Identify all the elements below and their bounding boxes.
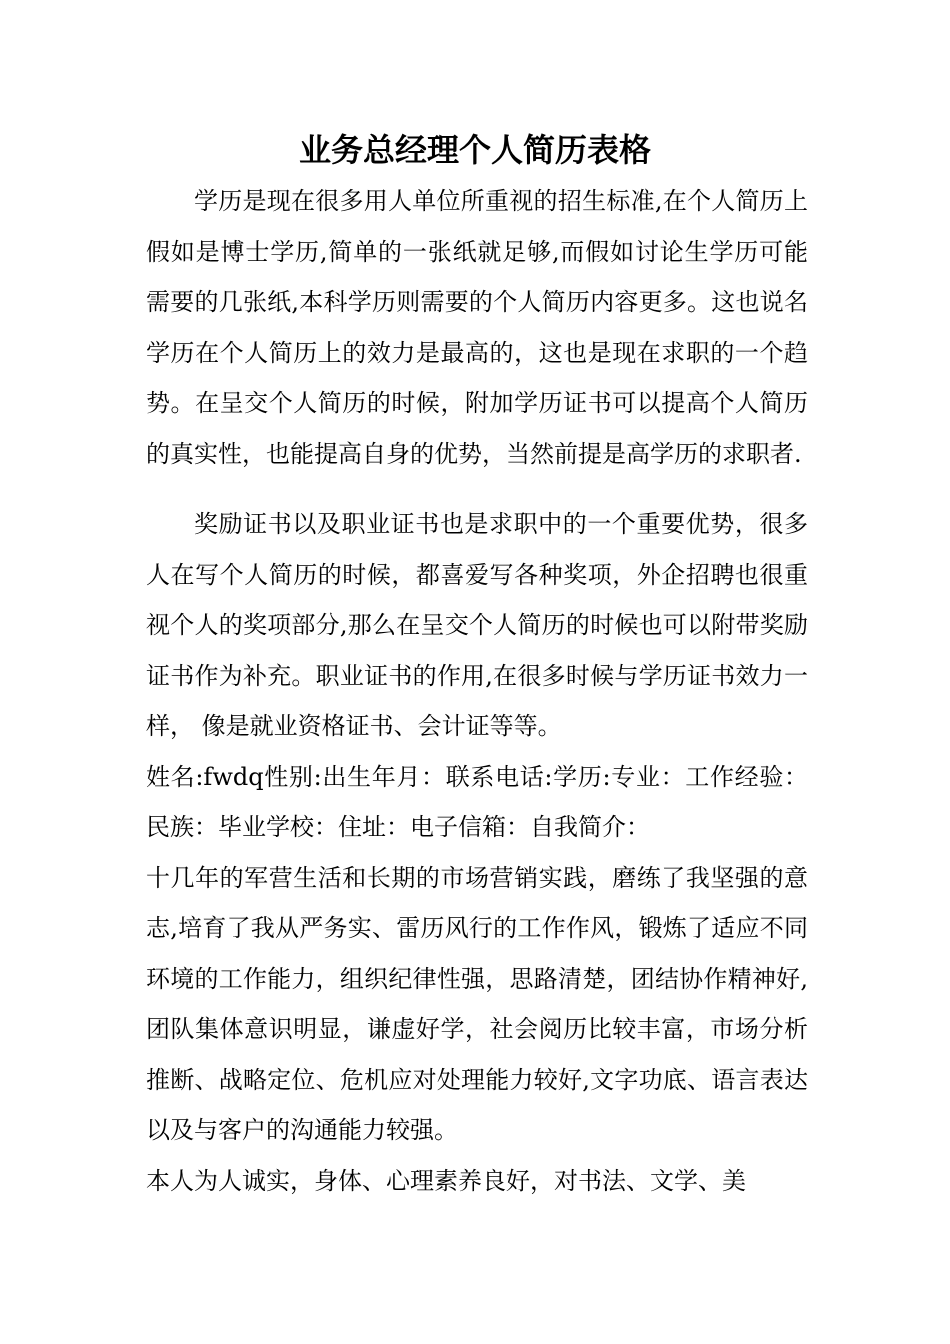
paragraph-self-intro: 十几年的军营生活和长期的市场营销实践，磨练了我坚强的意志,培育了我从严务实、雷历风行的工作作风，锻炼了适应不同环境的工作能力，组织纪律性强，思路清楚，团结协作精神好,团队集体意识明显，谦虚好学，社会阅历比较丰富，市场分析推断、战略定位、危机应对处理能力较好,文字功底、语言表达以及与客户的沟通能力较强。: [146, 863, 808, 1144]
paragraph-personality: 本人为人诚实，身体、心理素养良好，对书法、文学、美: [146, 1166, 746, 1195]
document-title: 业务总经理个人简历表格: [298, 131, 651, 169]
paragraph-personal-info: 姓名:fwdq性别:出生年月：联系电话:学历:专业：工作经验：民族：毕业学校：住址：电子信箱：自我简介：: [146, 762, 808, 841]
document-body: [146, 176, 808, 1206]
paragraph-education: 学历是现在很多用人单位所重视的招生标准,在个人简历上假如是博士学历,简单的一张纸就足够,而假如讨论生学历可能需要的几张纸,本科学历则需要的个人简历内容更多。这也说名学历在个人简历上的效力是最高的，这也是现在求职的一个趋势。在呈交个人简历的时候，附加学历证书可以提高个人简历的真实性，也能提高自身的优势，当然前提是高学历的求职者.: [146, 187, 808, 468]
paragraph-certificates: 奖励证书以及职业证书也是求职中的一个重要优势，很多人在写个人简历的时候，都喜爱写各种奖项，外企招聘也很重视个人的奖项部分,那么在呈交个人简历的时候也可以附带奖励证书作为补充。职业证书的作用,在很多时候与学历证书效力一样， 像是就业资格证书、会计证等等。: [146, 510, 808, 740]
